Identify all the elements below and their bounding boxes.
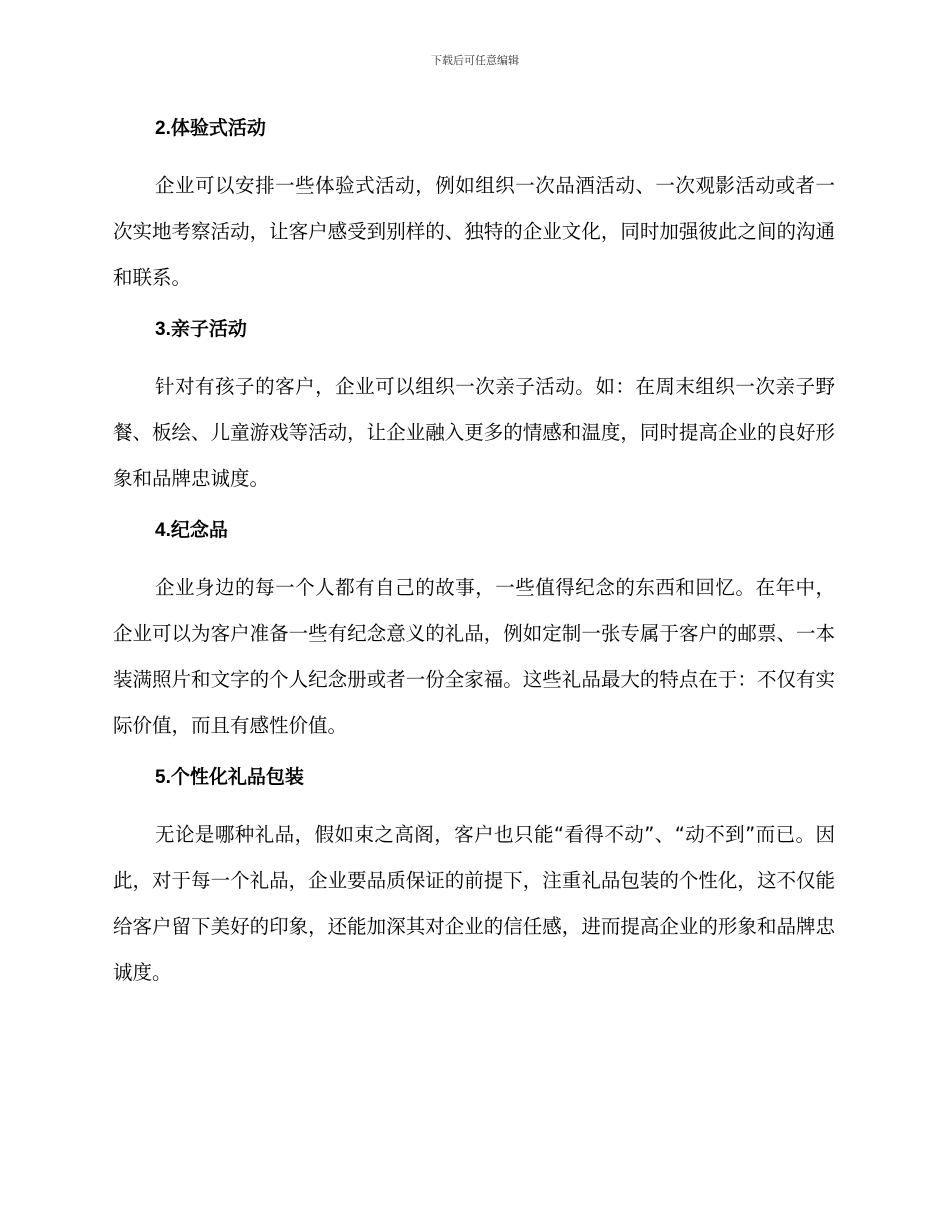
section-paragraph: 企业身边的每一个人都有自己的故事，一些值得纪念的东西和回忆。在年中，企业可以为客户准备一些有纪念意义的礼品，例如定制一张专属于客户的邮票、一本装满照片和文字的个人纪念册或者一份全家福。这些礼品最大的特点在于：不仅有实际价值，而且有感性价值。 (113, 576, 835, 737)
section-heading: 3.亲子活动 (155, 319, 247, 340)
section-souvenirs (113, 512, 835, 749)
section-gift-packaging (113, 759, 835, 996)
section-paragraph: 企业可以安排一些体验式活动，例如组织一次品酒活动、一次观影活动或者一次实地考察活动，让客户感受到别样的、独特的企业文化，同时加强彼此之间的沟通和联系。 (113, 174, 835, 289)
section-heading: 4.纪念品 (155, 520, 228, 541)
document-content (113, 110, 835, 996)
section-experience-activities (113, 110, 835, 301)
header-note: 下载后可任意编辑 (431, 54, 519, 67)
section-paragraph: 针对有孩子的客户，企业可以组织一次亲子活动。如：在周末组织一次亲子野餐、板绘、儿童游戏等活动，让企业融入更多的情感和温度，同时提高企业的良好形象和品牌忠诚度。 (113, 375, 835, 490)
section-parent-child-activities (113, 311, 835, 502)
section-heading: 5.个性化礼品包装 (155, 767, 304, 788)
section-paragraph: 无论是哪种礼品，假如束之高阁，客户也只能“看得不动”、“动不到”而已。因此，对于每一个礼品，企业要品质保证的前提下，注重礼品包装的个性化，这不仅能给客户留下美好的印象，还能加深其对企业的信任感，进而提高企业的形象和品牌忠诚度。 (113, 823, 835, 984)
section-heading: 2.体验式活动 (155, 118, 266, 139)
